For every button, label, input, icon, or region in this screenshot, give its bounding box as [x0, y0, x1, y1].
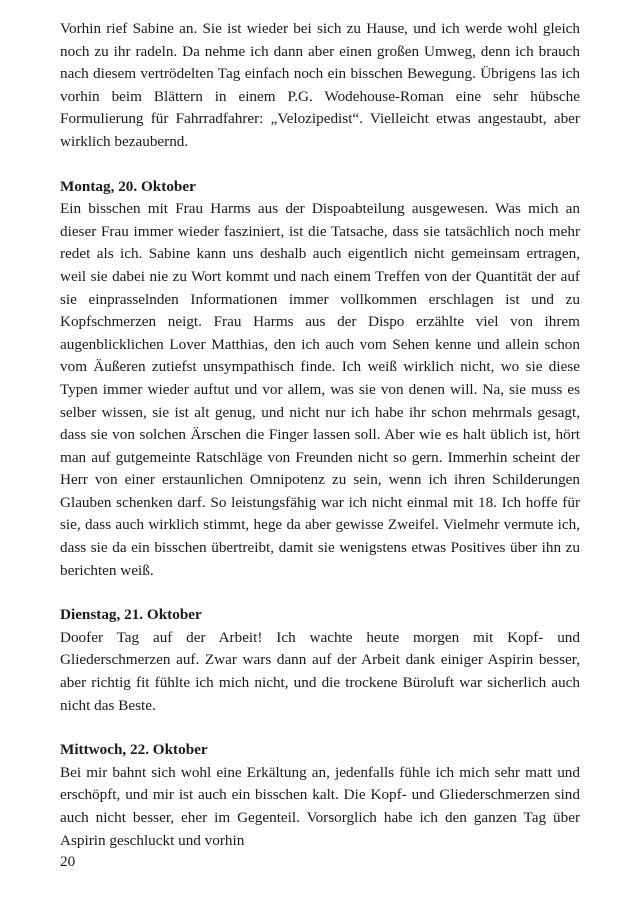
entry-paragraph: Bei mir bahnt sich wohl eine Erkältung an, jedenfalls fühle ich mich sehr matt und erschöpft, und mir ist auch ein bisschen kalt. Die Kopf- und Gliederschmerzen sind auch nicht besser, eher im Gegenteil. Vorsorglich habe ich den ganzen Tag über Aspirin geschluckt und vorhin	[60, 763, 580, 849]
section-gap	[60, 154, 580, 176]
entry-paragraph: Doofer Tag auf der Arbeit! Ich wachte heute morgen mit Kopf- und Gliederschmerzen auf. Zwar wars dann auf der Arbeit dank einiger Aspirin besser, aber richtig fit fühlte ich mich nicht, und die trockene Büroluft war sicherlich auch nicht das Beste.	[60, 628, 580, 714]
entry-date-heading: Mittwoch, 22. Oktober	[60, 741, 208, 759]
entry-paragraph: Ein bisschen mit Frau Harms aus der Dispoabteilung ausgewesen. Was mich an dieser Frau immer wieder fasziniert, ist die Tatsache, dass sie tatsächlich noch mehr redet als ich. Sabine kann uns deshalb auch eigentlich nicht gemeinsam ertragen, weil sie dabei nie zu Wort kommt und nach einem Treffen von der Quantität der auf sie einprasselnden Informationen immer vollkommen erschlagen ist und zu Kopfschmerzen neigt. Frau Harms aus der Dispo erzählte viel von ihrem augenblicklichen Lover Matthias, den ich auch vom Sehen kenne und allein schon vom Äußeren zutiefst unsympathisch finde. Ich weiß wirklich nicht, wo sie diese Typen immer wieder auftut und vor allem, was sie von denen will. Na, sie muss es selber wissen, sie ist alt genug, und nicht nur ich habe ihr schon mehrmals gesagt, dass sie von solchen Ärschen die Finger lassen soll. Aber wie es halt üblich ist, hört man auf gutgemeinte Ratschläge von Freunden nicht so gern. Immerhin scheint der Herr von einer erstaunlichen Omnipotenz zu sein, wenn ich ihren Schilderungen Glauben schenken darf. So leistungsfähig war ich nicht einmal mit 18. Ich hoffe für sie, dass auch wirklich stimmt, hege da aber gewisse Zweifel. Vielmehr vermute ich, dass sie da ein bisschen übertreibt, damit sie wenigstens etwas Positives über ihn zu berichten weiß.	[60, 200, 580, 579]
section-gap	[60, 582, 580, 604]
entry-date-heading: Montag, 20. Oktober	[60, 177, 196, 195]
entry-date-heading: Dienstag, 21. Oktober	[60, 606, 202, 624]
intro-paragraph: Vorhin rief Sabine an. Sie ist wieder bei sich zu Hause, und ich werde wohl gleich noch zu ihr radeln. Da nehme ich dann aber einen großen Umweg, denn ich brauch nach diesem vertrödelten Tag einfach noch ein bisschen Bewegung. Übrigens las ich vorhin beim Blättern in einem P.G. Wodehouse-Roman eine sehr hübsche Formulierung für Fahrradfahrer: „Velozipedist“. Vielleicht etwas angestaubt, aber wirklich bezaubernd.	[60, 20, 580, 150]
diary-entry	[60, 739, 580, 852]
page-number: 20	[60, 853, 76, 870]
diary-entry	[60, 176, 580, 583]
diary-entry	[60, 604, 580, 717]
book-page	[60, 18, 580, 852]
section-gap	[60, 717, 580, 739]
